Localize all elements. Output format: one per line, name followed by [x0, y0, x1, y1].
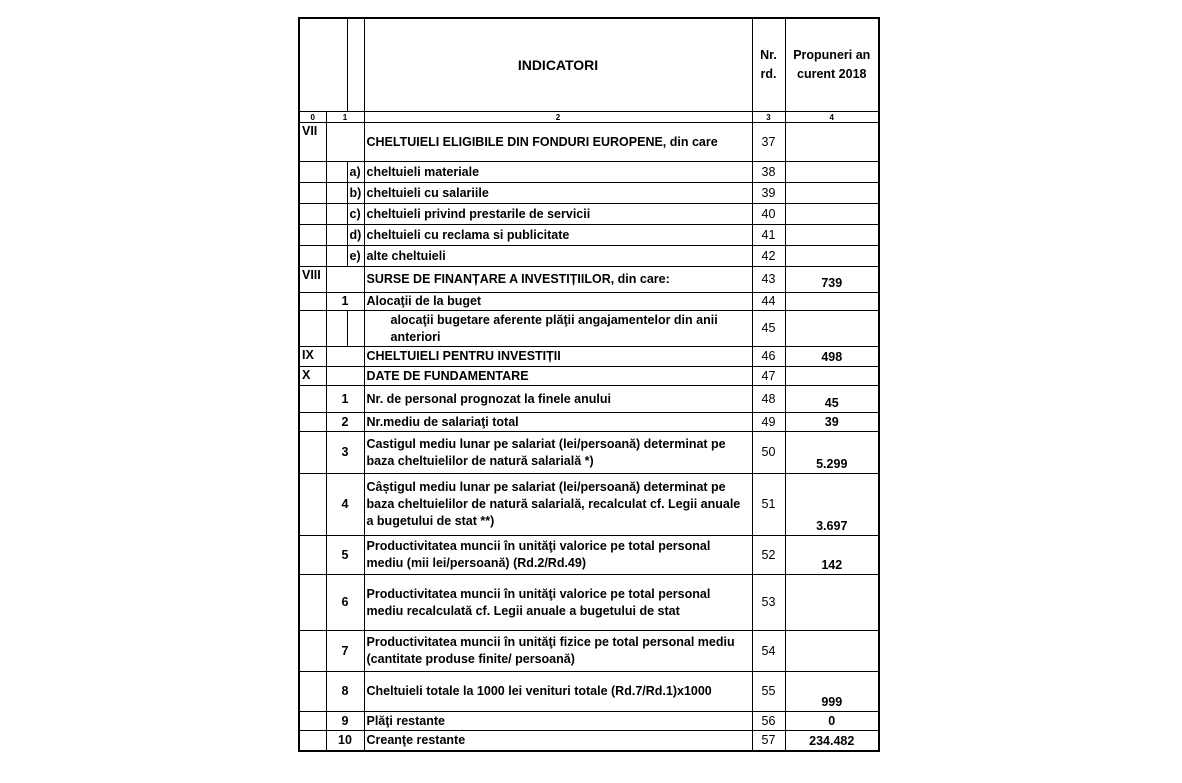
row-roman: [299, 432, 326, 474]
row-num: 8: [326, 672, 364, 712]
row-roman: [299, 183, 326, 204]
row-text: SURSE DE FINANȚARE A INVESTIȚIILOR, din care:: [364, 267, 752, 293]
row-letter: a): [347, 162, 364, 183]
row-text: Câștigul mediu lunar pe salariat (lei/persoană) determinat pe baza cheltuielilor de natură salarială, recalculat cf. Legii anuale a bugetului de stat **): [364, 474, 752, 536]
col-index-0: 0: [299, 112, 326, 123]
row-nr: 54: [752, 631, 785, 672]
table-row: [299, 672, 879, 712]
row-num: 7: [326, 631, 364, 672]
row-text: Productivitatea muncii în unităţi fizice pe total personal mediu (cantitate produse finite/ persoană): [364, 631, 752, 672]
row-text: cheltuieli cu reclama si publicitate: [364, 225, 752, 246]
row-roman: [299, 162, 326, 183]
table-row: [299, 293, 879, 311]
row-text: Productivitatea muncii în unităţi valorice pe total personal mediu recalculată cf. Legii anuale a bugetului de stat: [364, 575, 752, 631]
row-text: alte cheltuieli: [364, 246, 752, 267]
row-value: 0: [785, 712, 879, 731]
row-nr: 56: [752, 712, 785, 731]
table-row: [299, 123, 879, 162]
table-row: [299, 432, 879, 474]
table-row: [299, 204, 879, 225]
row-num: [326, 367, 364, 386]
row-roman: [299, 204, 326, 225]
row-value: 234.482: [785, 731, 879, 751]
row-value: 3.697: [785, 474, 879, 536]
row-num: [326, 347, 364, 367]
row-roman: [299, 631, 326, 672]
row-roman: X: [299, 367, 326, 386]
row-roman: [299, 536, 326, 575]
row-nr: 43: [752, 267, 785, 293]
row-num: [326, 123, 364, 162]
row-num: [326, 246, 347, 267]
row-nr: 53: [752, 575, 785, 631]
row-value: [785, 123, 879, 162]
header-propuneri: Propuneri an curent 2018: [785, 18, 879, 112]
header-blank-cell-2: [347, 18, 364, 112]
row-num: 1: [326, 386, 364, 413]
row-nr: 42: [752, 246, 785, 267]
row-value: 45: [785, 386, 879, 413]
row-text: CHELTUIELI ELIGIBILE DIN FONDURI EUROPENE, din care: [364, 123, 752, 162]
row-value: [785, 162, 879, 183]
col-index-4: 4: [785, 112, 879, 123]
row-roman: [299, 712, 326, 731]
row-num: [326, 183, 347, 204]
row-nr: 47: [752, 367, 785, 386]
row-num: [326, 267, 364, 293]
row-value: [785, 183, 879, 204]
row-text: Nr. de personal prognozat la finele anului: [364, 386, 752, 413]
row-nr: 51: [752, 474, 785, 536]
row-nr: 48: [752, 386, 785, 413]
table-row: [299, 731, 879, 751]
row-roman: [299, 413, 326, 432]
row-text: Plăţi restante: [364, 712, 752, 731]
row-value: [785, 631, 879, 672]
row-roman: VIII: [299, 267, 326, 293]
header-row: [299, 18, 879, 112]
table-row: [299, 183, 879, 204]
row-value: [785, 575, 879, 631]
row-num: 10: [326, 731, 364, 751]
row-text: CHELTUIELI PENTRU INVESTIȚII: [364, 347, 752, 367]
table-body: [299, 123, 879, 751]
row-letter: d): [347, 225, 364, 246]
table-row: [299, 575, 879, 631]
row-value: [785, 225, 879, 246]
row-value: 999: [785, 672, 879, 712]
table-row: [299, 162, 879, 183]
row-value: 142: [785, 536, 879, 575]
row-nr: 55: [752, 672, 785, 712]
header-indicatori: INDICATORI: [364, 18, 752, 112]
row-value: [785, 293, 879, 311]
table-row: [299, 347, 879, 367]
row-roman: [299, 293, 326, 311]
col-index-3: 3: [752, 112, 785, 123]
table-row: [299, 311, 879, 347]
row-num: [326, 162, 347, 183]
row-nr: 38: [752, 162, 785, 183]
row-roman: [299, 225, 326, 246]
row-value: [785, 204, 879, 225]
row-nr: 46: [752, 347, 785, 367]
row-nr: 49: [752, 413, 785, 432]
row-nr: 57: [752, 731, 785, 751]
col-index-2: 2: [364, 112, 752, 123]
table-row: [299, 225, 879, 246]
row-text: Castigul mediu lunar pe salariat (lei/persoană) determinat pe baza cheltuielilor de natură salarială *): [364, 432, 752, 474]
table-row: [299, 386, 879, 413]
row-roman: VII: [299, 123, 326, 162]
table-row: [299, 246, 879, 267]
header-nr-rd: Nr. rd.: [752, 18, 785, 112]
row-spacer: [347, 311, 364, 347]
row-value: 739: [785, 267, 879, 293]
row-value: [785, 311, 879, 347]
row-roman: [299, 311, 326, 347]
row-num: 4: [326, 474, 364, 536]
table-row: [299, 712, 879, 731]
row-text: Cheltuieli totale la 1000 lei venituri totale (Rd.7/Rd.1)x1000: [364, 672, 752, 712]
row-text: DATE DE FUNDAMENTARE: [364, 367, 752, 386]
row-roman: [299, 575, 326, 631]
row-value: [785, 367, 879, 386]
row-nr: 50: [752, 432, 785, 474]
row-value: [785, 246, 879, 267]
row-num: 5: [326, 536, 364, 575]
row-text: alocaţii bugetare aferente plăţii angajamentelor din anii anteriori: [364, 311, 752, 347]
row-text: cheltuieli privind prestarile de servicii: [364, 204, 752, 225]
row-nr: 41: [752, 225, 785, 246]
row-text: Nr.mediu de salariaţi total: [364, 413, 752, 432]
row-nr: 44: [752, 293, 785, 311]
row-nr: 37: [752, 123, 785, 162]
row-num: 9: [326, 712, 364, 731]
table-row: [299, 413, 879, 432]
row-letter: e): [347, 246, 364, 267]
table-row: [299, 536, 879, 575]
table-row: [299, 367, 879, 386]
row-roman: IX: [299, 347, 326, 367]
table-row: [299, 474, 879, 536]
row-nr: 40: [752, 204, 785, 225]
row-text: cheltuieli cu salariile: [364, 183, 752, 204]
row-num: 2: [326, 413, 364, 432]
row-value: 498: [785, 347, 879, 367]
row-letter: c): [347, 204, 364, 225]
row-num: [326, 311, 347, 347]
row-letter: b): [347, 183, 364, 204]
row-text: Alocaţii de la buget: [364, 293, 752, 311]
row-text: cheltuieli materiale: [364, 162, 752, 183]
row-roman: [299, 246, 326, 267]
row-roman: [299, 672, 326, 712]
header-blank-cell: [299, 18, 347, 112]
row-num: [326, 225, 347, 246]
row-text: Productivitatea muncii în unităţi valorice pe total personal mediu (mii lei/persoană) (Rd.2/Rd.49): [364, 536, 752, 575]
row-value: 39: [785, 413, 879, 432]
row-num: 1: [326, 293, 364, 311]
table-row: [299, 267, 879, 293]
row-nr: 52: [752, 536, 785, 575]
table-row: [299, 631, 879, 672]
row-nr: 39: [752, 183, 785, 204]
row-roman: [299, 474, 326, 536]
column-index-row: [299, 112, 879, 123]
row-num: 6: [326, 575, 364, 631]
row-num: [326, 204, 347, 225]
row-text: Creanţe restante: [364, 731, 752, 751]
row-nr: 45: [752, 311, 785, 347]
row-value: 5.299: [785, 432, 879, 474]
indicators-table: [298, 17, 880, 752]
row-num: 3: [326, 432, 364, 474]
col-index-1: 1: [326, 112, 364, 123]
row-roman: [299, 731, 326, 751]
row-roman: [299, 386, 326, 413]
